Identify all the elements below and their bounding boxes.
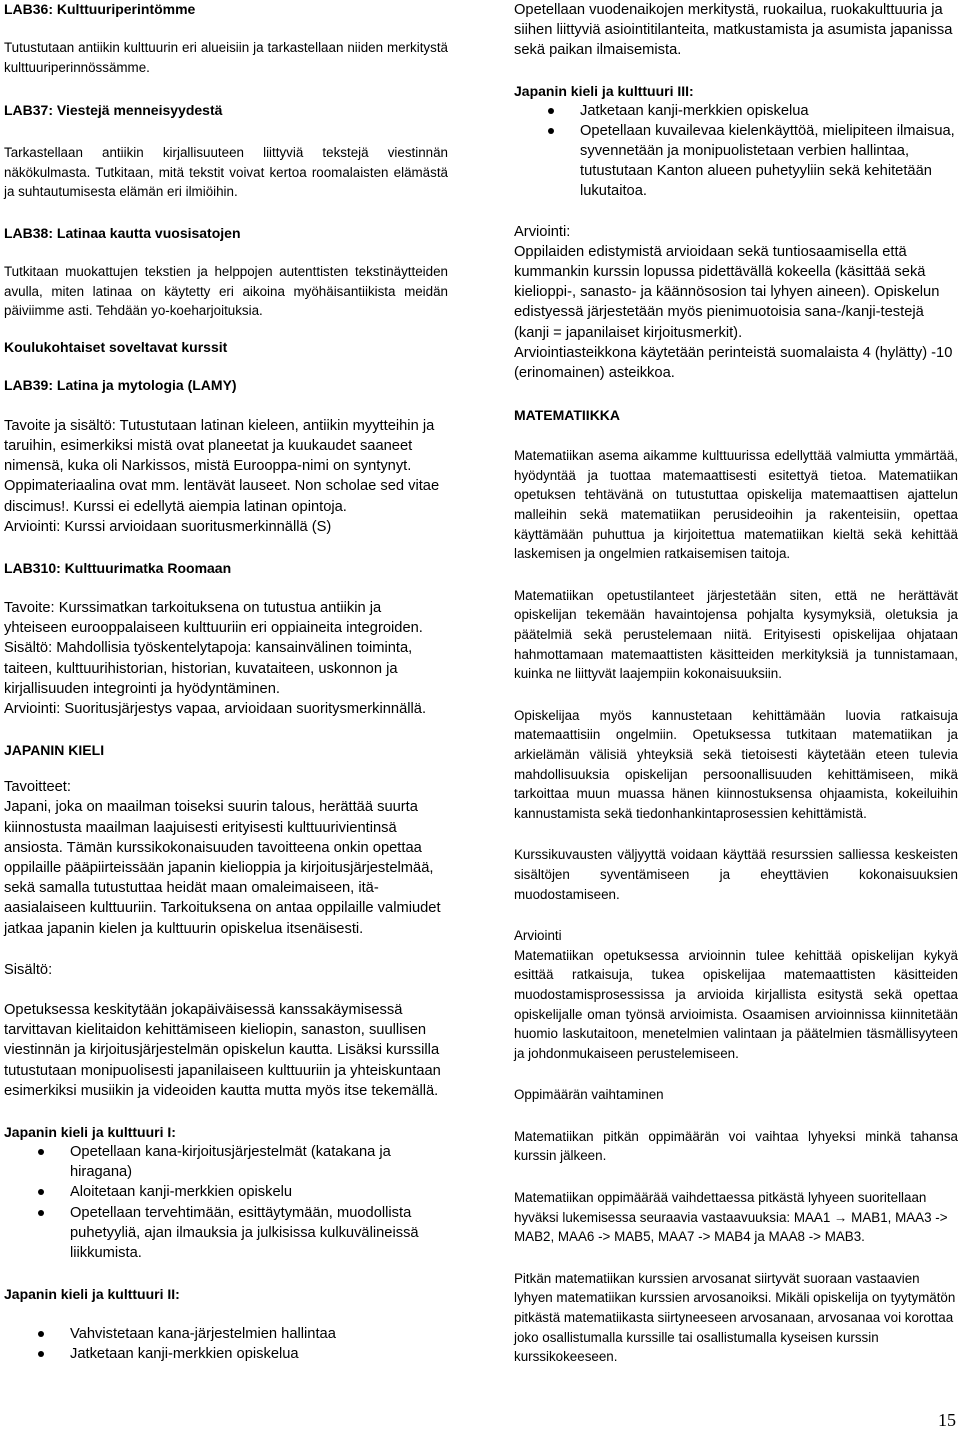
lab38-body: Tutkitaan muokattujen tekstien ja helppojen autenttisten tekstinäytteiden avulla, miten latinaa on käytetty eri aikoina myöhäisantiikista meidän päiviimme asti. Tehdään yo-koeharjoituksia. <box>4 263 448 319</box>
left-column <box>4 0 448 1365</box>
lab37-heading: LAB37: Viestejä menneisyydestä <box>4 102 223 119</box>
math-heading: MATEMATIIKKA <box>514 407 621 424</box>
math-paragraph-3: Opiskelijaa myös kannustetaan kehittämään luovia ratkaisuja matemaattisiin ongelmiin. Opetuksessa tutkitaan matematiikan ja arkielämän välisiä yhteyksiä sekä tietoisesti käytetään eteen tulevia mahdollisuuksia opiskelijan persoonallisuuden kehittämiseen, mikä tarkoittaa muun muassa hänen kiinnostuksensa ohjaamista, kokeiluihin kannustamista sekä tiedonhankintaprosessien kehittämistä. <box>514 707 958 821</box>
japanese-course2-heading: Japanin kieli ja kulttuuri II: <box>4 1286 180 1303</box>
japanese-course1-heading: Japanin kieli ja kulttuuri I: <box>4 1124 176 1141</box>
japanese-goals-label: Tavoitteet: <box>4 779 71 796</box>
lab310-content: Sisältö: Mahdollisia työskentelytapoja: kansainvälinen toiminta, taiteen, kulttuurihistorian, historian, kuvataiteen, uskonnon ja kirjallisuuden integrointi ja hyödyntäminen. <box>4 640 413 697</box>
bullet-icon <box>548 108 554 114</box>
lab36-body: Tutustutaan antiikin kulttuurin eri alueisiin ja tarkastellaan niiden merkitystä kulttuuriperinnössämme. <box>4 40 448 75</box>
lab39-material: Oppimateriaalina ovat mm. lentävät lauseet. Non scholae sed vitae discimus!. Kurssi ei edellytä aiempia latinan opintoja. <box>4 478 440 515</box>
lab310-assessment: Arviointi: Suoritusjärjestys vapaa, arvioidaan suoritysmerkinnällä. <box>4 700 427 717</box>
course3-list <box>514 101 958 202</box>
lab38-heading: LAB38: Latinaa kautta vuosisatojen <box>4 224 241 241</box>
right-column <box>514 0 958 1367</box>
japanese-course3-heading: Japanin kieli ja kulttuuri III: <box>514 82 694 99</box>
japanese-course2-cont: Opetellaan vuodenaikojen merkitystä, ruokailua, ruokakulttuuria ja siihen liittyviä asiointitilanteita, matkustamista ja asumista japanissa sekä paikan ilmaisemista. <box>514 2 953 59</box>
list-item: Vahvistetaan kana-järjestelmien hallintaa <box>4 1324 448 1344</box>
bullet-icon <box>38 1189 44 1195</box>
list-item: Jatketaan kanji-merkkien opiskelua <box>4 1344 448 1364</box>
bullet-icon <box>38 1331 44 1337</box>
bullet-icon <box>38 1351 44 1357</box>
bullet-icon <box>38 1149 44 1155</box>
lab36-heading: LAB36: Kulttuuriperintömme <box>4 1 196 17</box>
math-assessment-text: Matematiikan opetuksessa arvioinnin tulee kehittää opiskelijan kykyä esittää ratkaisuja, tukea opiskelijaa matemaattisten käsitteiden muodostamisprosessissa ja arvioida kirjallista esitystä sekä opettaa opiskelijalle oman työnsä arvioimista. Osaamisen arvioinnissa kiinnitetään huomio laskutaitoon, menetelmien valintaan ja päätelmien täsmällisyyteen ja johdonmukaiseen perustelemiseen. <box>514 947 958 1061</box>
list-item: Opetellaan tervehtimään, esittäytymään, muodollista puhetyyliä, ajan ilmauksia ja julkisissa kulkuvälineissä liikkumista. <box>4 1203 448 1264</box>
japanese-assessment-label: Arviointi: <box>514 223 571 240</box>
lab310-heading: LAB310: Kulttuurimatka Roomaan <box>4 559 232 576</box>
japanese-assessment-scale: Arviointiasteikkona käytetään perinteistä suomalaista 4 (hylätty) -10 (erinomainen) asteikkoa. <box>514 344 953 382</box>
lab39-heading: LAB39: Latina ja mytologia (LAMY) <box>4 376 237 393</box>
list-item: Jatketaan kanji-merkkien opiskelua <box>514 101 958 121</box>
math-change-label: Oppimäärän vaihtaminen <box>514 1087 664 1103</box>
math-paragraph-1: Matematiikan asema aikamme kulttuurissa edellyttää valmiutta ymmärtää, hyödyntää ja tuottaa matemaattisesti esitettyä tietoa. Matematiikan opetuksen tehtävänä on tutustuttaa opiskelija matemaattisen ajattelun malleihin sekä matematiikan perusideoihin ja rakenteisiin, opettaa käyttämään puhuttua ja kirjoitettua matematiikan kieltä sekä kehittää laskemisen ja ongelmien ratkaisemisen taitoja. <box>514 448 958 562</box>
lab39-goal: Tavoite ja sisältö: Tutustutaan latinan kieleen, antiikin myytteihin ja taruihin, esimerkiksi mistä ovat planeetat ja kuukaudet saaneet nimensä, kuka oli Narkissos, mistä Eurooppa-nimi on syntynyt. <box>4 417 435 475</box>
bullet-icon <box>548 128 554 134</box>
math-paragraph-4: Kurssikuvausten väljyyttä voidaan käyttää resurssien salliessa keskeisten sisältöjen syventämiseen ja eheyttävien kokonaisuuksien muodostamiseen. <box>514 847 958 902</box>
list-item: Aloitetaan kanji-merkkien opiskelu <box>4 1182 448 1202</box>
lab39-assessment: Arviointi: Kurssi arvioidaan suoritusmerkinnällä (S) <box>4 518 332 535</box>
math-paragraph-2: Matematiikan opetustilanteet järjestetään siten, että ne herättävät opiskelijan tekemään havaintojensa pohjalta kysymyksiä, oletuksia ja päätelmiä sekä perustelemaan niitä. Erityisesti opiskelijaa ohjataan hahmottamaan matemaattisten käsitteiden merkityksiä ja tunnistamaan, kuinka ne liittyvät laajempiin kokonaisuuksiin. <box>514 587 958 682</box>
math-change-text: Matematiikan pitkän oppimäärän voi vaihtaa lyhyeksi minkä tahansa kurssin jälkeen. <box>514 1128 958 1164</box>
course2-list <box>4 1324 448 1364</box>
japanese-content-label: Sisältö: <box>4 961 53 978</box>
school-courses-heading: Koulukohtaiset soveltavat kurssit <box>4 338 228 355</box>
bullet-icon <box>38 1210 44 1216</box>
math-equivalences: Matematiikan oppimäärää vaihdettaessa pitkästä lyhyeen suoritellaan hyväksi lukemisessa seuraavia vastaavuuksia: MAA1 → MAB1, MAA3 -> MAB2, MAA6 -> MAB5, MAA7 -> MAB4 ja MAA8 -> MAB3. <box>514 1190 948 1245</box>
page-number: 15 <box>938 1410 956 1430</box>
japanese-content-text: Opetuksessa keskitytään jokapäiväisessä kanssakäymisessä tarvittavan kielitaidon kehittämiseen kieliopin, sanaston, suullisen viestinnän ja kirjoitusjärjestelmän opiskelun kautta. Lisäksi kurssilla tutustutaan monipuolisesti japanilaiseen kulttuuriin ja yhteiskuntaan esimerkiksi musiikin ja videoiden kautta mutta myös itse tekemällä. <box>4 1002 441 1099</box>
course1-list <box>4 1142 448 1263</box>
list-item: Opetellaan kuvailevaa kielenkäyttöä, mielipiteen ilmaisua, syvennetään ja monipuolistetaan verbien hallintaa, tutustutaan Kanton alueen puhetyyliin sekä kehitetään lukutaitoa. <box>514 121 958 202</box>
list-item: Opetellaan kana-kirjoitusjärjestelmät (katakana ja hiragana) <box>4 1142 448 1182</box>
arrow-icon: → <box>834 1209 848 1225</box>
math-assessment-label: Arviointi <box>514 928 562 944</box>
lab37-body: Tarkastellaan antiikin kirjallisuuteen liittyviä tekstejä viestinnän näkökulmasta. Tutkitaan, mitä tekstit voivat kertoa roomalaisten elämästä ja suhtautumisesta elämän eri ilmiöihin. <box>4 145 448 200</box>
japanese-heading: JAPANIN KIELI <box>4 742 105 759</box>
japanese-assessment-text: Oppilaiden edistymistä arvioidaan sekä tuntiosaamisella että kummankin kurssin lopussa pidettävällä kokeella (käsittää sekä kielioppi-, sanasto- ja käännösosion tai lyhyen aineen). Opiskelun edistyessä järjestetään myös pienimuotoisia sana-/kanji-testejä (kanji = japanilaiset kirjoitusmerkit). <box>514 243 940 341</box>
japanese-goals-text: Japani, joka on maailman toiseksi suurin talous, herättää suurta kiinnostusta maailman laajuisesti erityisesti kulttuurivientinsä ansiosta. Tämän kurssikokonaisuuden tavoitteena onkin opettaa oppilaille pääpiirteissään japanin kielioppia ja kirjoitusjärjestelmää, sekä samalla tutustuttaa heidät maan omaleimaiseen, itä-aasialaiseen kulttuuriin. Tarkoituksena on antaa oppilaille valmiudet jatkaa japanin kielen ja kulttuurin opiskelua itsenäisesti. <box>4 799 441 937</box>
lab310-goal: Tavoite: Kurssimatkan tarkoituksena on tutustua antiikin ja yhteiseen eurooppalaiseen kulttuuriin eri oppiaineita integroiden. <box>4 599 423 637</box>
math-grade-transfer: Pitkän matematiikan kurssien arvosanat siirtyvät suoraan vastaavien lyhyen matematiikan kurssien arvosanoiksi. Mikäli opiskelija on tyytymätön pitkästä matematiikasta siirtyneeseen arvosanaan, arvosanaa voi korottaa joko osallistumalla kurssille tai osallistumalla kyseisen kurssin kurssikokeeseen. <box>514 1270 956 1365</box>
